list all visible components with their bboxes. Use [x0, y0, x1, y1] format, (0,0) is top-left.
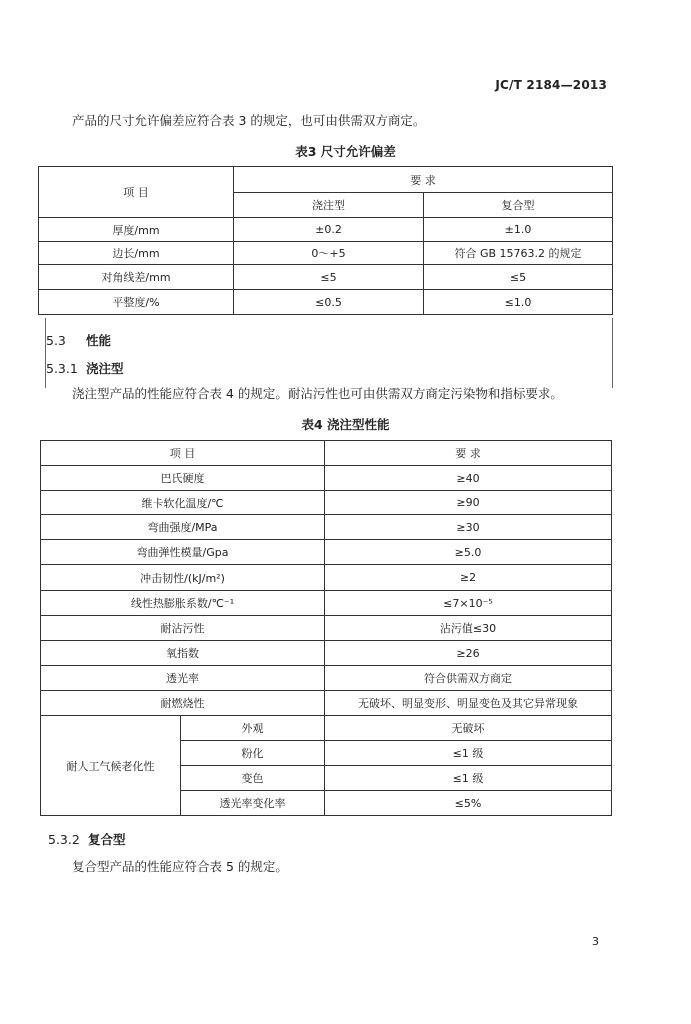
- table3-composite: ±1.0: [424, 218, 613, 242]
- page-number: 3: [592, 935, 599, 948]
- table4-caption: 表4 浇注型性能: [301, 417, 390, 432]
- table-row: [41, 515, 612, 540]
- section-number: 5.3: [46, 333, 66, 348]
- table4-weathering-sub: 透光率变化率: [181, 791, 325, 816]
- table4-item: 弯曲弹性模量/Gpa: [41, 540, 325, 565]
- table3-item: 厚度/mm: [39, 218, 234, 242]
- table3-cast: 0～+5: [234, 242, 424, 265]
- standard-code: JC/T 2184—2013: [495, 78, 607, 92]
- section-5-3-2-heading: [48, 830, 126, 848]
- table3-header-composite: 复合型: [424, 193, 613, 218]
- table4-requirement: ≥2: [325, 565, 612, 591]
- table3-caption: 表3 尺寸允许偏差: [295, 144, 396, 159]
- intro-paragraph: 产品的尺寸允许偏差应符合表 3 的规定，也可由供需双方商定。: [72, 113, 426, 128]
- table-row: [41, 616, 612, 641]
- table4-item: 弯曲强度/MPa: [41, 515, 325, 540]
- table3-composite: ≤1.0: [424, 290, 613, 315]
- scan-margin-line: [612, 318, 613, 388]
- table4-item: 耐燃烧性: [41, 691, 325, 716]
- table3-header-item: 项 目: [39, 167, 234, 218]
- table-row: [41, 540, 612, 565]
- section-title: 性能: [86, 333, 112, 348]
- table4-weathering-sub: 粉化: [181, 741, 325, 766]
- table4-item: 透光率: [41, 666, 325, 691]
- table-row: [39, 218, 613, 242]
- paragraph-5-3-2: 复合型产品的性能应符合表 5 的规定。: [72, 859, 288, 874]
- table4-header-requirement: 要 求: [325, 441, 612, 466]
- table4-weathering-label: 耐人工气候老化性: [41, 716, 181, 816]
- table3: [38, 166, 613, 315]
- table4-requirement: ≥30: [325, 515, 612, 540]
- table4-item: 维卡软化温度/℃: [41, 491, 325, 515]
- table4-item: 冲击韧性/(kJ/m²): [41, 565, 325, 591]
- paragraph-5-3-1: 浇注型产品的性能应符合表 4 的规定。耐沾污性也可由供需双方商定污染物和指标要求。: [72, 386, 563, 401]
- table-row: [39, 242, 613, 265]
- table-row: [39, 265, 613, 290]
- table3-composite: 符合 GB 15763.2 的规定: [424, 242, 613, 265]
- table4-weathering-requirement: ≤1 级: [325, 766, 612, 791]
- table4-requirement: 无破坏、明显变形、明显变色及其它异常现象: [325, 691, 612, 716]
- table3-cast: ≤0.5: [234, 290, 424, 315]
- table3-header-cast: 浇注型: [234, 193, 424, 218]
- table-row: [41, 565, 612, 591]
- table4-item: 氧指数: [41, 641, 325, 666]
- table3-item: 对角线差/mm: [39, 265, 234, 290]
- table4-weathering-requirement: ≤1 级: [325, 741, 612, 766]
- table-row: [41, 666, 612, 691]
- table-row: [41, 716, 612, 741]
- table-row: [41, 491, 612, 515]
- table4-item: 巴氏硬度: [41, 466, 325, 491]
- table4-weathering-sub: 变色: [181, 766, 325, 791]
- table-row: [41, 466, 612, 491]
- table4-requirement: ≥5.0: [325, 540, 612, 565]
- table4-requirement: ≥40: [325, 466, 612, 491]
- table4-requirement: ≤7×10⁻⁵: [325, 591, 612, 616]
- table3-cast: ≤5: [234, 265, 424, 290]
- section-number: 5.3.1: [46, 361, 78, 376]
- table4-header-item: 项 目: [41, 441, 325, 466]
- section-title: 浇注型: [86, 361, 124, 376]
- table-row: [39, 290, 613, 315]
- table4-requirement: ≥90: [325, 491, 612, 515]
- table3-item: 平整度/%: [39, 290, 234, 315]
- section-5-3-heading: [46, 331, 111, 349]
- table3-cast: ±0.2: [234, 218, 424, 242]
- table4-weathering-requirement: ≤5%: [325, 791, 612, 816]
- table4-item: 耐沾污性: [41, 616, 325, 641]
- section-number: 5.3.2: [48, 832, 80, 847]
- table4-requirement: ≥26: [325, 641, 612, 666]
- table4-weathering-sub: 外观: [181, 716, 325, 741]
- table4-requirement: 沾污值≤30: [325, 616, 612, 641]
- table-row: [41, 641, 612, 666]
- table3-composite: ≤5: [424, 265, 613, 290]
- table4-item: 线性热膨胀系数/℃⁻¹: [41, 591, 325, 616]
- table4-requirement: 符合供需双方商定: [325, 666, 612, 691]
- table4: [40, 440, 612, 816]
- table3-item: 边长/mm: [39, 242, 234, 265]
- table-row: [41, 591, 612, 616]
- table4-weathering-requirement: 无破坏: [325, 716, 612, 741]
- section-5-3-1-heading: [46, 359, 124, 377]
- table3-header-requirement: 要 求: [234, 167, 613, 193]
- section-title: 复合型: [88, 832, 126, 847]
- scan-margin-line: [45, 318, 46, 388]
- table-row: [41, 691, 612, 716]
